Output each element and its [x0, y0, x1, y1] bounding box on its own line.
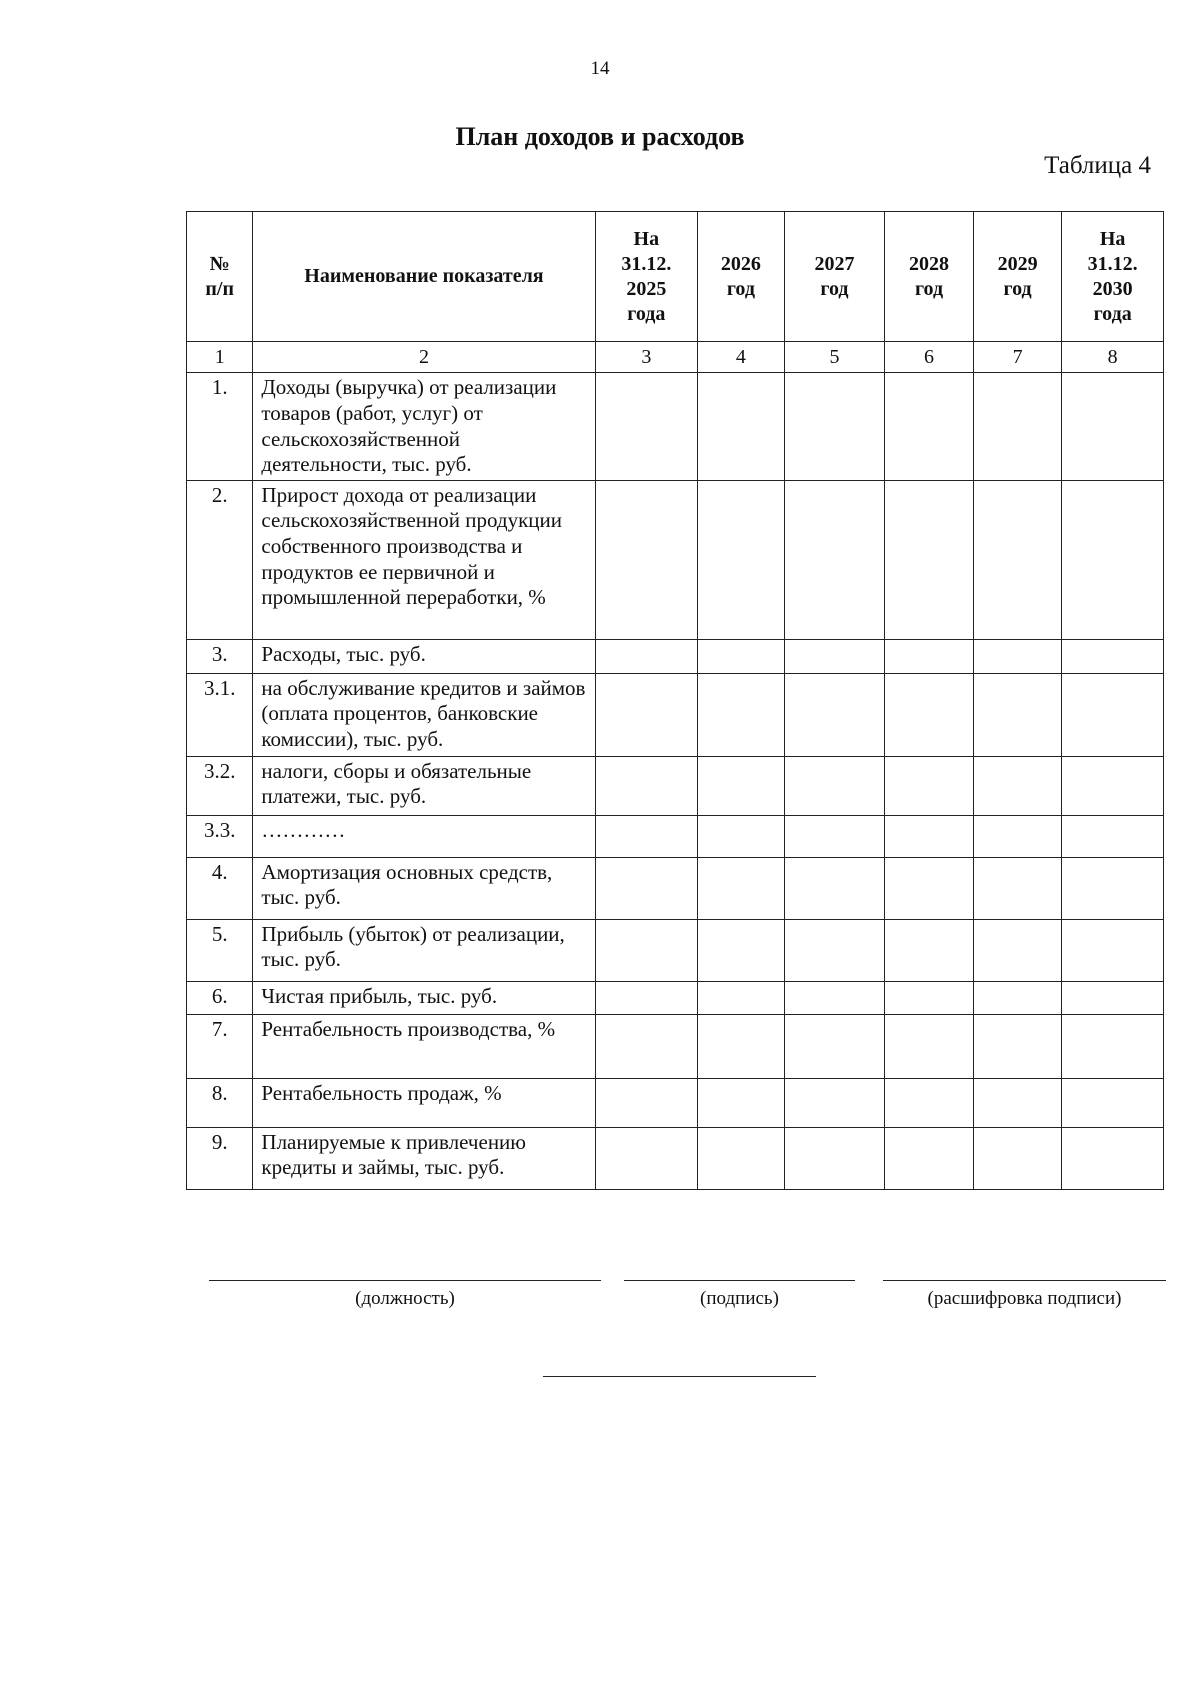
value-cell[interactable] [1062, 673, 1164, 756]
value-cell[interactable] [784, 857, 885, 919]
value-cell[interactable] [595, 639, 698, 673]
value-cell[interactable] [1062, 373, 1164, 480]
row-number: 5. [187, 919, 253, 981]
closing-line [543, 1376, 816, 1377]
value-cell[interactable] [698, 1127, 785, 1189]
indicator-name: Прирост дохода от реализации сельскохозяйственной продукции собственного производства и продуктов ее первичной и промышленной переработки, % [253, 480, 595, 639]
indicator-name: Рентабельность производства, % [253, 1014, 595, 1078]
indicator-name: на обслуживание кредитов и займов (оплата процентов, банковские комиссии), тыс. руб. [253, 673, 595, 756]
table-row [187, 1014, 1164, 1078]
value-cell[interactable] [595, 673, 698, 756]
column-number: 6 [885, 342, 974, 373]
value-cell[interactable] [973, 756, 1062, 815]
value-cell[interactable] [885, 815, 974, 857]
indicator-name: Чистая прибыль, тыс. руб. [253, 981, 595, 1014]
position-line [209, 1280, 601, 1281]
table-row [187, 480, 1164, 639]
table-header-row [187, 212, 1164, 342]
value-cell[interactable] [595, 1014, 698, 1078]
value-cell[interactable] [1062, 815, 1164, 857]
value-cell[interactable] [595, 480, 698, 639]
header-cell: 2027 год [784, 212, 885, 342]
row-number: 3.2. [187, 756, 253, 815]
header-cell: 2026 год [698, 212, 785, 342]
value-cell[interactable] [973, 373, 1062, 480]
decoding-label: (расшифровка подписи) [927, 1288, 1122, 1309]
decoding-line [883, 1280, 1166, 1281]
row-number: 4. [187, 857, 253, 919]
row-number: 3.1. [187, 673, 253, 756]
indicator-name: Рентабельность продаж, % [253, 1078, 595, 1127]
table-row [187, 815, 1164, 857]
value-cell[interactable] [698, 1014, 785, 1078]
column-number: 8 [1062, 342, 1164, 373]
table-row [187, 1078, 1164, 1127]
table-row [187, 1127, 1164, 1189]
value-cell[interactable] [698, 919, 785, 981]
value-cell[interactable] [885, 756, 974, 815]
column-number: 7 [973, 342, 1062, 373]
value-cell[interactable] [595, 815, 698, 857]
column-number: 3 [595, 342, 698, 373]
value-cell[interactable] [885, 673, 974, 756]
table-row [187, 756, 1164, 815]
value-cell[interactable] [885, 919, 974, 981]
header-cell: На 31.12. 2025 года [595, 212, 698, 342]
value-cell[interactable] [973, 857, 1062, 919]
value-cell[interactable] [595, 373, 698, 480]
value-cell[interactable] [784, 480, 885, 639]
value-cell[interactable] [973, 639, 1062, 673]
value-cell[interactable] [595, 1078, 698, 1127]
value-cell[interactable] [885, 1014, 974, 1078]
value-cell[interactable] [698, 639, 785, 673]
value-cell[interactable] [1062, 1014, 1164, 1078]
value-cell[interactable] [784, 1014, 885, 1078]
value-cell[interactable] [595, 981, 698, 1014]
page-number: 14 [590, 58, 610, 79]
value-cell[interactable] [885, 981, 974, 1014]
value-cell[interactable] [698, 480, 785, 639]
value-cell[interactable] [1062, 981, 1164, 1014]
value-cell[interactable] [698, 373, 785, 480]
value-cell[interactable] [885, 480, 974, 639]
value-cell[interactable] [698, 981, 785, 1014]
column-number: 4 [698, 342, 785, 373]
row-number: 1. [187, 373, 253, 480]
value-cell[interactable] [784, 756, 885, 815]
value-cell[interactable] [973, 919, 1062, 981]
indicator-name: Прибыль (убыток) от реализации, тыс. руб. [253, 919, 595, 981]
value-cell[interactable] [784, 981, 885, 1014]
header-cell: 2028 год [885, 212, 974, 342]
value-cell[interactable] [885, 639, 974, 673]
value-cell[interactable] [885, 857, 974, 919]
indicator-name: Амортизация основных средств, тыс. руб. [253, 857, 595, 919]
table-row [187, 857, 1164, 919]
value-cell[interactable] [595, 1127, 698, 1189]
value-cell[interactable] [595, 919, 698, 981]
value-cell[interactable] [784, 673, 885, 756]
value-cell[interactable] [885, 1078, 974, 1127]
value-cell[interactable] [973, 981, 1062, 1014]
value-cell[interactable] [595, 857, 698, 919]
value-cell[interactable] [973, 673, 1062, 756]
value-cell[interactable] [698, 1078, 785, 1127]
value-cell[interactable] [1062, 1078, 1164, 1127]
row-number: 3. [187, 639, 253, 673]
value-cell[interactable] [784, 815, 885, 857]
value-cell[interactable] [1062, 756, 1164, 815]
income-expense-table [186, 211, 1164, 1190]
table-row [187, 981, 1164, 1014]
value-cell[interactable] [784, 1078, 885, 1127]
column-number-row [187, 342, 1164, 373]
column-number: 2 [253, 342, 595, 373]
value-cell[interactable] [698, 857, 785, 919]
table-row [187, 673, 1164, 756]
value-cell[interactable] [1062, 1127, 1164, 1189]
row-number: 2. [187, 480, 253, 639]
value-cell[interactable] [973, 1127, 1062, 1189]
row-number: 6. [187, 981, 253, 1014]
row-number: 9. [187, 1127, 253, 1189]
value-cell[interactable] [595, 756, 698, 815]
value-cell[interactable] [698, 815, 785, 857]
signature-block [0, 1280, 1200, 1340]
value-cell[interactable] [973, 480, 1062, 639]
value-cell[interactable] [698, 756, 785, 815]
value-cell[interactable] [1062, 857, 1164, 919]
value-cell[interactable] [1062, 480, 1164, 639]
value-cell[interactable] [973, 815, 1062, 857]
position-label: (должность) [355, 1288, 455, 1309]
signature-label: (подпись) [700, 1288, 779, 1309]
signature-line [624, 1280, 855, 1281]
header-cell: Наименование показателя [253, 212, 595, 342]
column-number: 5 [784, 342, 885, 373]
value-cell[interactable] [973, 1014, 1062, 1078]
row-number: 7. [187, 1014, 253, 1078]
value-cell[interactable] [1062, 639, 1164, 673]
row-number: 8. [187, 1078, 253, 1127]
indicator-name: ………… [253, 815, 595, 857]
value-cell[interactable] [698, 673, 785, 756]
value-cell[interactable] [784, 919, 885, 981]
header-cell: № п/п [187, 212, 253, 342]
value-cell[interactable] [784, 373, 885, 480]
value-cell[interactable] [885, 1127, 974, 1189]
table-row [187, 919, 1164, 981]
value-cell[interactable] [784, 1127, 885, 1189]
row-number: 3.3. [187, 815, 253, 857]
value-cell[interactable] [973, 1078, 1062, 1127]
value-cell[interactable] [885, 373, 974, 480]
header-cell: На 31.12. 2030 года [1062, 212, 1164, 342]
value-cell[interactable] [1062, 919, 1164, 981]
document-title: План доходов и расходов [455, 122, 745, 151]
indicator-name: Расходы, тыс. руб. [253, 639, 595, 673]
table-row [187, 373, 1164, 480]
column-number: 1 [187, 342, 253, 373]
header-cell: 2029 год [973, 212, 1062, 342]
indicator-name: Доходы (выручка) от реализации товаров (работ, услуг) от сельскохозяйственной деятельности, тыс. руб. [253, 373, 595, 480]
indicator-name: налоги, сборы и обязательные платежи, тыс. руб. [253, 756, 595, 815]
value-cell[interactable] [784, 639, 885, 673]
indicator-name: Планируемые к привлечению кредиты и займы, тыс. руб. [253, 1127, 595, 1189]
table-caption: Таблица 4 [1044, 152, 1151, 179]
table-row [187, 639, 1164, 673]
